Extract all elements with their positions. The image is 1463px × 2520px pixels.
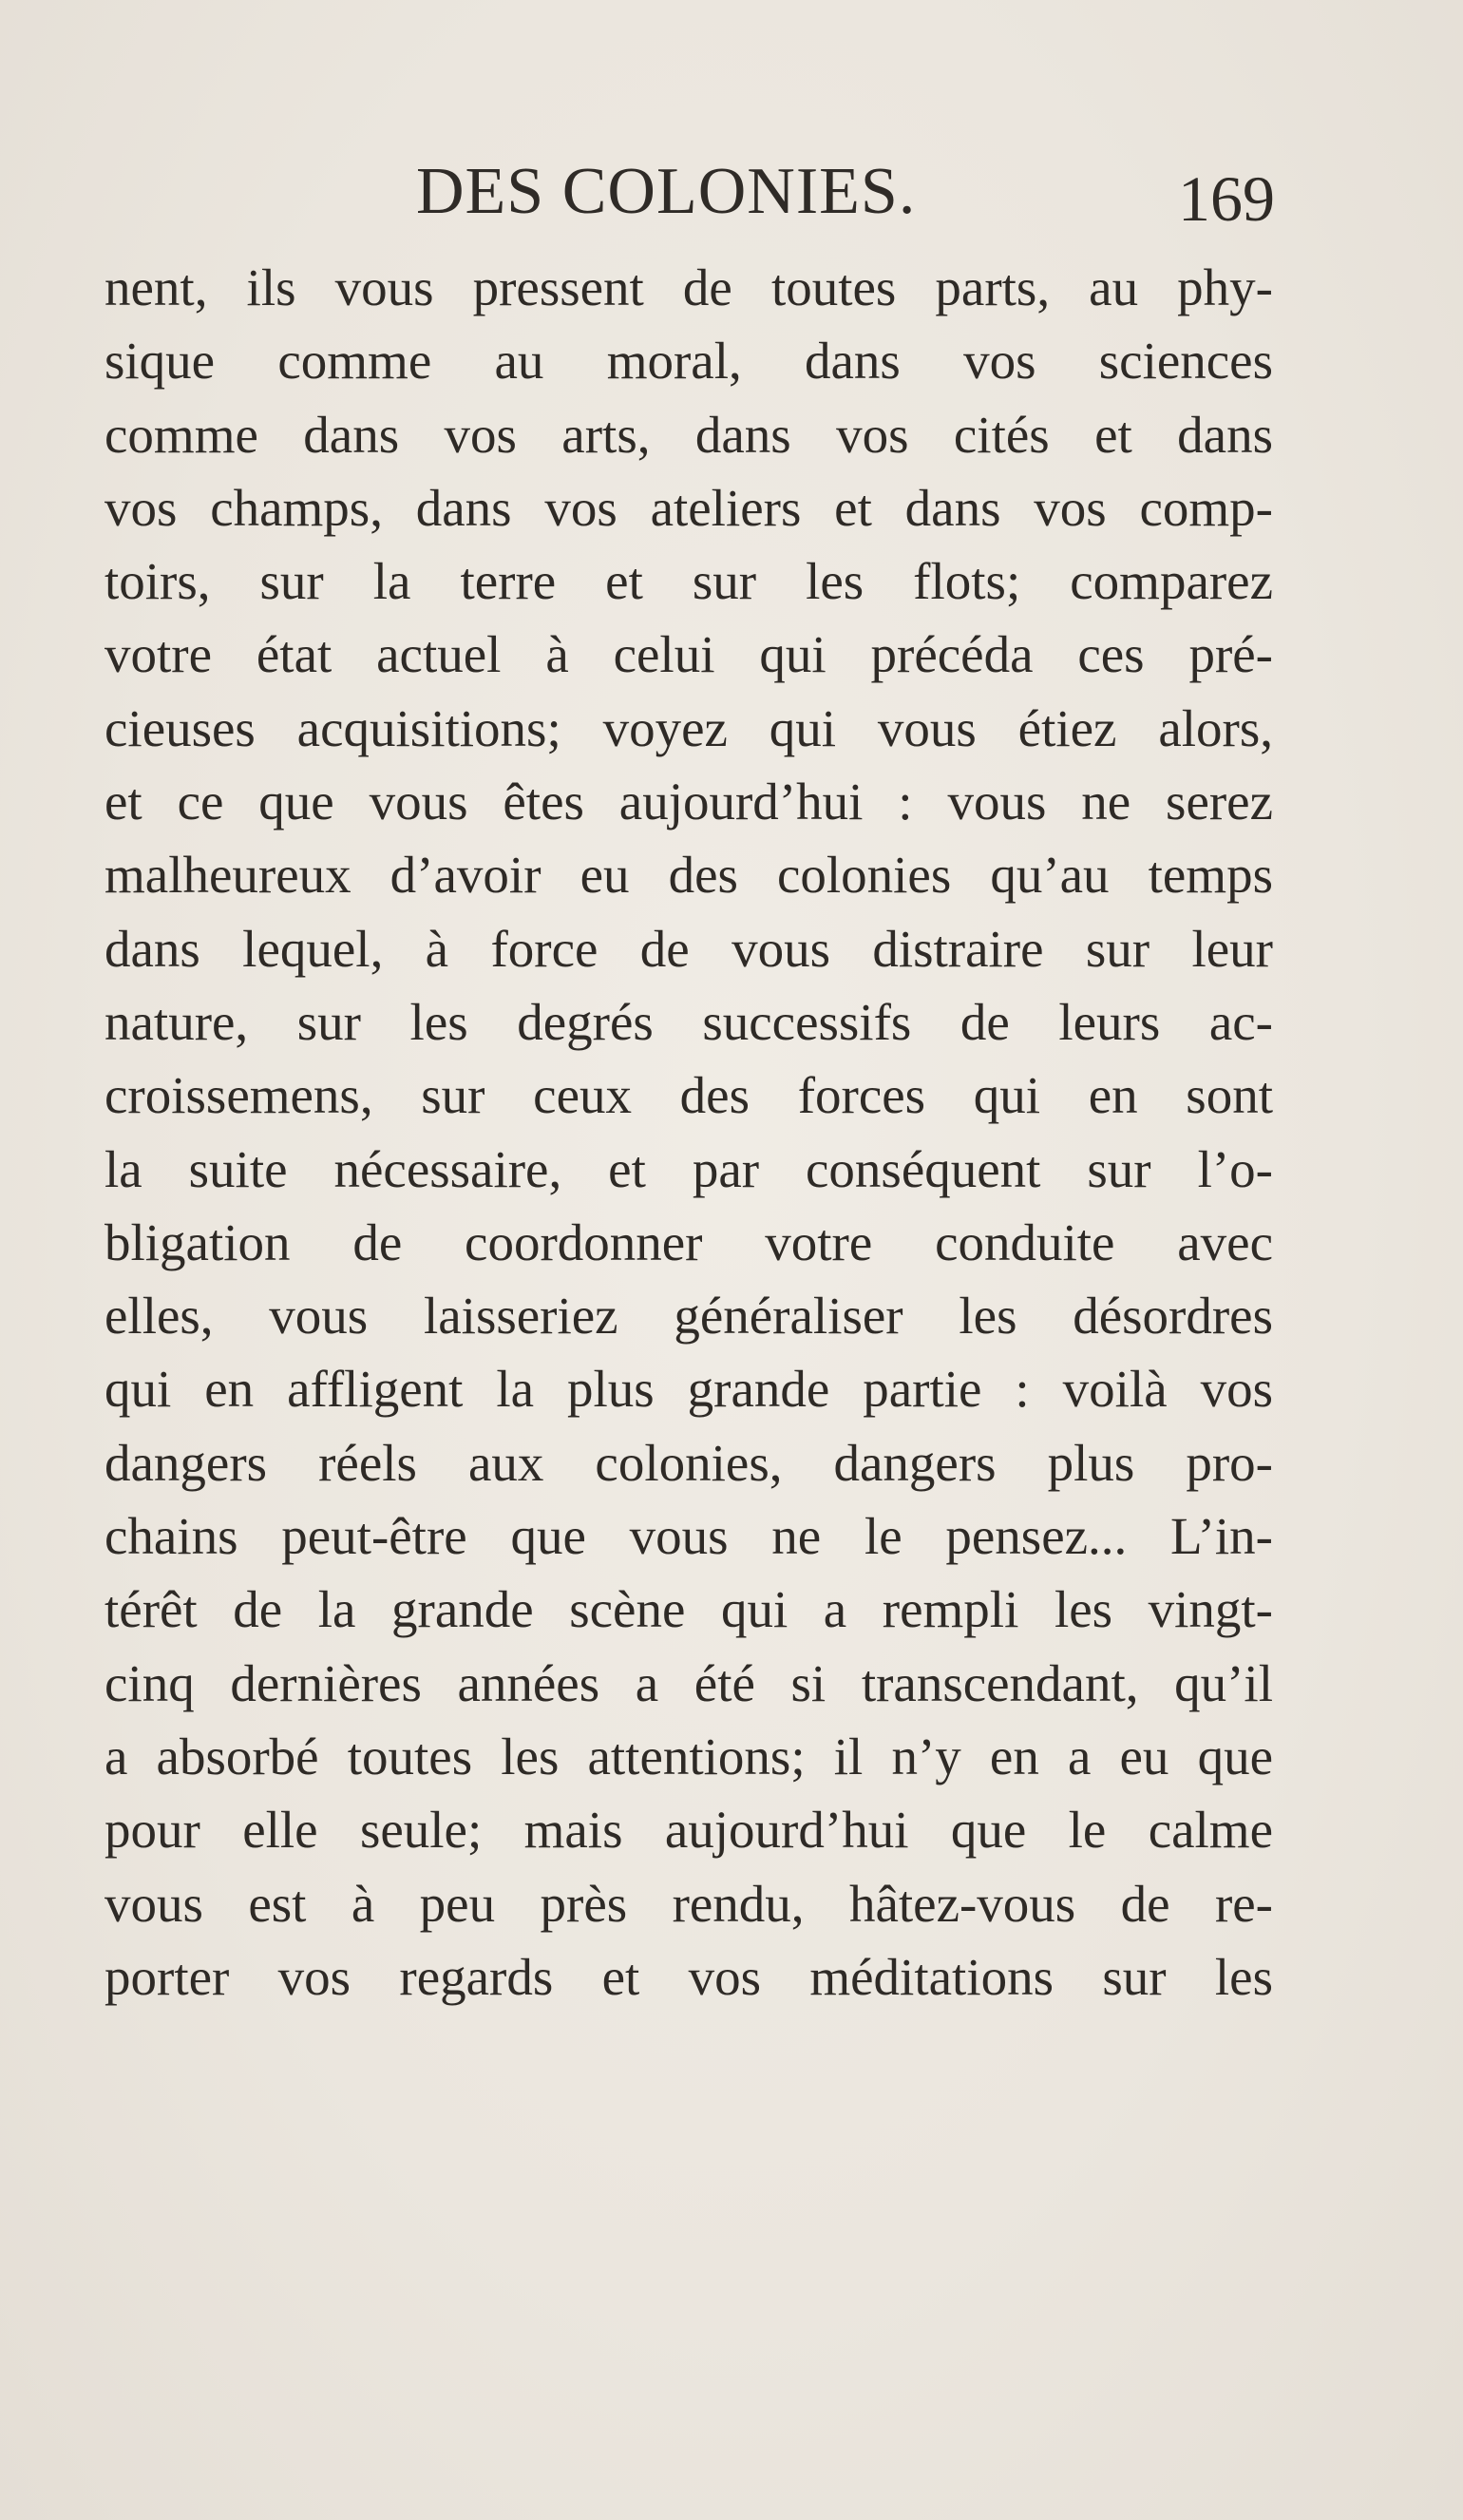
text-line: cieuses acquisitions; voyez qui vous étiez alors, [104, 698, 1273, 757]
text-line: votre état actuel à celui qui précéda ces pré- [104, 625, 1273, 684]
text-line: a absorbé toutes les attentions; il n’y en a eu que [104, 1727, 1273, 1785]
text-line: qui en affligent la plus grande partie : voilà vos [104, 1360, 1273, 1419]
text-line: térêt de la grande scène qui a rempli les vingt- [104, 1580, 1273, 1639]
text-line: vous est à peu près rendu, hâtez-vous de re- [104, 1874, 1273, 1933]
text-line: sique comme au moral, dans vos sciences [104, 332, 1273, 391]
text-line: croissemens, sur ceux des forces qui en sont [104, 1066, 1273, 1125]
text-line: elles, vous laisseriez généraliser les désordres [104, 1287, 1273, 1346]
text-line: nent, ils vous pressent de toutes parts, au phy- [104, 258, 1273, 316]
text-line: comme dans vos arts, dans vos cités et dans [104, 405, 1273, 464]
text-line: dangers réels aux colonies, dangers plus pro- [104, 1433, 1273, 1492]
text-line: nature, sur les degrés successifs de leurs ac- [104, 992, 1273, 1051]
text-line: dans lequel, à force de vous distraire sur leur [104, 919, 1273, 978]
running-title: DES COLONIES. [416, 155, 917, 228]
text-line: et ce que vous êtes aujourd’hui : vous ne serez [104, 773, 1273, 831]
text-line: bligation de coordonner votre conduite avec [104, 1212, 1273, 1271]
text-line: pour elle seule; mais aujourd’hui que le calme [104, 1801, 1273, 1860]
text-line: malheureux d’avoir eu des colonies qu’au temps [104, 846, 1273, 905]
page-header [0, 154, 1463, 239]
text-line: vos champs, dans vos ateliers et dans vos comp- [104, 478, 1273, 537]
text-line: cinq dernières années a été si transcendant, qu’il [104, 1653, 1273, 1712]
text-line: porter vos regards et vos méditations sur les [104, 1947, 1273, 2006]
text-line: la suite nécessaire, et par conséquent sur l’o- [104, 1139, 1273, 1198]
text-line: toirs, sur la terre et sur les flots; comparez [104, 552, 1273, 611]
body-text [104, 251, 1273, 2014]
text-line: chains peut-être que vous ne le pensez... L’in- [104, 1507, 1273, 1566]
page-number: 169 [1178, 162, 1275, 235]
